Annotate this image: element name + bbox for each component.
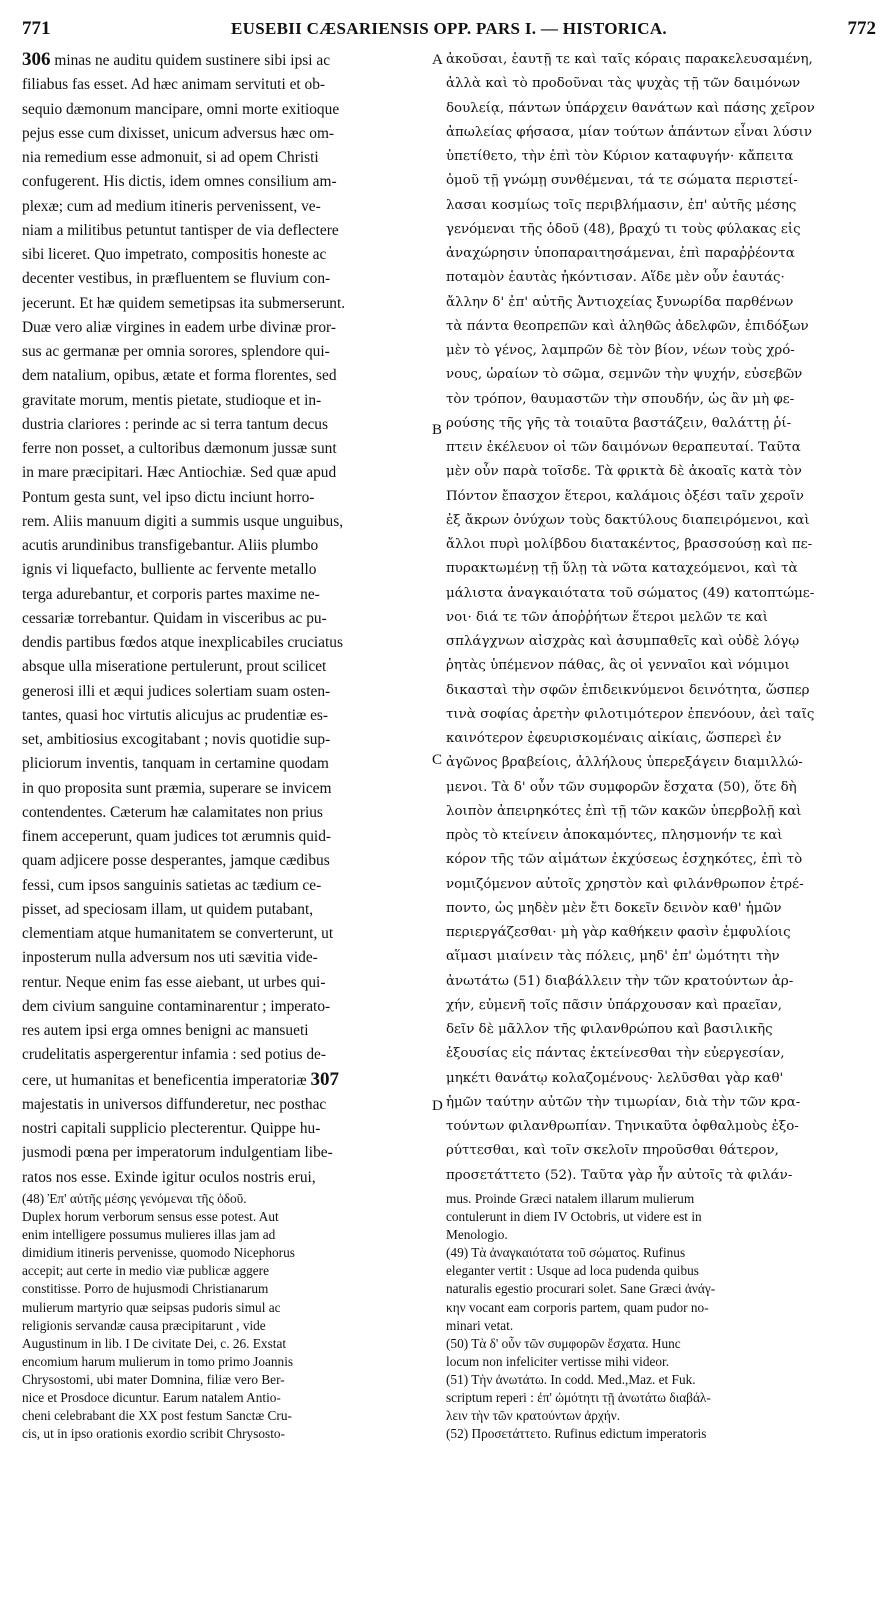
latin-text-line: ignis vi liquefacto, bulliente ac fervente metallo xyxy=(22,561,317,579)
greek-text-line: ἀναχώρησιν ὑποπαραιτησάμεναι, ἐπὶ παραῤῥέοντα xyxy=(446,246,795,261)
latin-text-line: rentur. Neque enim fas esse aiebant, ut urbes qui- xyxy=(22,973,326,991)
latin-text-line: sequio dæmonum mancipare, omni morte exitioque xyxy=(22,100,340,118)
greek-text-line: Πόντον ἔπασχον ἕτεροι, καλάμοις ὀξέσι ταῖν χεροῖν xyxy=(446,488,804,504)
footnote-line: scriptum reperi : ἐπ' ὠμότητι τῇ ἀνωτάτω διαβάλ- xyxy=(446,1390,711,1406)
footnote-line: contulerunt in diem IV Octobris, ut videre est in xyxy=(446,1209,702,1225)
latin-text-line: gravitate morum, mentis pietate, studioque et in- xyxy=(22,391,322,409)
greek-text-line: περιεργάζεσθαι· μὴ γὰρ καθήκειν φασὶν ἐμφυλίοις xyxy=(446,925,791,940)
latin-text-line: sus ac germanæ per omnia sorores, splendore qui- xyxy=(22,343,330,360)
greek-text-line: καινότερον ἐφευρισκομέναις αἰκίαις, ὥσπερεὶ ἐν xyxy=(446,731,782,746)
margin-marker-d: D xyxy=(432,1098,443,1114)
greek-text-line: ὑπετίθετο, τὴν ἐπὶ τὸν Κύριον καταφυγήν· κἄπειτα xyxy=(446,149,794,164)
footnote-line: minari vetat. xyxy=(446,1317,514,1333)
footnote-line: κην vocant eam corporis partem, quam pudor no- xyxy=(446,1299,709,1315)
footnotes-left xyxy=(22,1190,429,1443)
latin-text-line: decenter vestibus, in præfluentem se fluvium con- xyxy=(22,270,331,288)
latin-text-line: quam adjicere posse desperantes, jamque cædibus xyxy=(22,852,330,870)
greek-text-line: μὲν οὖν παρὰ τοῖσδε. Τὰ φρικτὰ δὲ ἀκοαῖς κατὰ τὸν xyxy=(446,464,802,480)
greek-text-line: ποταμὸν ἑαυτὰς ἠκόντισαν. Αἵδε μὲν οὖν ἑαυτάς· xyxy=(446,270,785,286)
greek-text-line: προσετάττετο (52). Ταῦτα γὰρ ἦν αὐτοῖς τὰ φιλάν- xyxy=(446,1167,793,1183)
footnote-line: λειν τὴν τῶν κρατούντων ἀρχήν. xyxy=(446,1408,621,1424)
greek-text-line: ἄλλην δ' ἐπ' αὐτῆς Ἀντιοχείας ξυνωρίδα παρθένων xyxy=(446,294,794,310)
greek-text-line: νοι· διά τε τῶν ἀποῤῥήτων ἕτεροι μελῶν τε καὶ xyxy=(446,609,768,625)
latin-text-line: fessi, cum ipsos sanguinis satietas ac tædium ce- xyxy=(22,876,322,894)
greek-text-line: ἄλλοι πυρὶ μολίβδου διατακέντος, βρασσούσῃ καὶ πε- xyxy=(446,537,813,552)
footnote-line: Duplex horum verborum sensus esse potest. Aut xyxy=(22,1209,279,1225)
left-column-number: 771 xyxy=(22,18,51,39)
greek-text-line: τὸν τρόπον, θαυμαστῶν τὴν σπουδήν, ὡς ἂν μὴ φε- xyxy=(446,391,795,407)
latin-text-line: confugerent. His dictis, idem omnes consilium am- xyxy=(22,173,337,191)
greek-text-line: αἵμασι μιαίνειν τὰς πόλεις, μηδ' ἐπ' ὠμότητι τὴν xyxy=(446,949,780,965)
latin-text-line: Duæ vero aliæ virgines in eadem urbe divinæ pror- xyxy=(22,318,336,336)
footnote-line: (48) Ἐπ' αὐτῆς μέσης γενόμεναι τῆς ὁδοῦ. xyxy=(22,1191,247,1206)
greek-text-line: γενόμεναι τῆς ὁδοῦ (48), βραχύ τι τοὺς φύλακας εἰς xyxy=(446,221,801,237)
greek-text-line: ρύττεσθαι, καὶ τοῖν σκελοῖν πηροῦσθαι θάτερον, xyxy=(446,1143,779,1159)
greek-text-line: μενοι. Τὰ δ' οὖν τῶν συμφορῶν ἔσχατα (50), ὅτε δὴ xyxy=(446,779,797,795)
latin-text-line: jecerunt. Et hæ quidem semetipsas ita submerserunt. xyxy=(22,294,346,312)
latin-text-line: dendis partibus fœdos atque inexplicabiles cruciatus xyxy=(22,634,343,651)
latin-text-line: ferre non posset, a cultoribus dæmonum jussæ sunt xyxy=(22,440,337,457)
latin-text-line: crudelitatis aspergerentur infamia : sed potius de- xyxy=(22,1046,327,1064)
greek-column xyxy=(446,48,876,1188)
latin-text-line: finem acceperunt, quam judices tot ærumnis quid- xyxy=(22,828,332,845)
footnote-line: Chrysostomi, ubi mater Domnina, filiæ vero Ber- xyxy=(22,1371,285,1387)
column-number: 306 xyxy=(22,49,51,70)
greek-text-line: πυρακτωμένῃ τῇ ὕλῃ τὰ νῶτα καταχεόμενοι, καὶ τὰ xyxy=(446,561,798,577)
greek-text-line: κόρον τῆς τῶν αἱμάτων ἐκχύσεως ἐσχηκότες, ἐπὶ τὸ xyxy=(446,852,803,868)
latin-text-line: in mare præcipitari. Hæc Antiochiæ. Sed quæ apud xyxy=(22,464,337,482)
latin-text-line: contendentes. Cæterum hæ calamitates non prius xyxy=(22,803,323,821)
greek-text-line: χήν, εὐμενῆ τοῖς πᾶσιν ὑπάρχουσαν καὶ πραεῖαν, xyxy=(446,997,783,1013)
margin-marker-c: C xyxy=(432,752,443,768)
latin-text-line: absque ulla miseratione pertulerunt, prout scilicet xyxy=(22,658,327,676)
footnote-line: cheni celebrabant die XX post festum Sanctæ Cru- xyxy=(22,1408,292,1424)
latin-text-line: inposterum nulla adversum nos uti sævitia vide- xyxy=(22,949,318,967)
footnote-line: nice et Prosdoce dicuntur. Earum natalem Antio- xyxy=(22,1390,281,1406)
latin-text-line: tantes, quasi hoc virtutis alicujus ac prudentiæ es- xyxy=(22,706,329,724)
greek-text-line: τινὰ σοφίας ἀρετὴν φιλοτιμότερον ἐπενόουν, ἀεὶ ταῖς xyxy=(446,706,815,722)
footnote-line: (51) Τὴν ἀνωτάτω. In codd. Med.,Maz. et Fuk. xyxy=(446,1371,696,1387)
footnote-line: religionis servandæ causa præcipitarunt , vide xyxy=(22,1317,266,1333)
latin-text-line: dustria clariores : perinde ac si terra tantum decus xyxy=(22,415,328,433)
latin-text-line: jusmodi pœna per imperatorum indulgentiam libe- xyxy=(22,1144,333,1162)
footnote-line: enim intelligere possumus mulieres illas jam ad xyxy=(22,1227,276,1243)
latin-text-line: rem. Aliis manuum digiti a summis usque unguibus, xyxy=(22,512,344,530)
margin-marker-b: B xyxy=(432,422,443,438)
greek-text-line: τὰ πάντα θεοπρεπῶν καὶ ἀληθῶς ἀδελφῶν, ἐπιδόξων xyxy=(446,318,809,334)
greek-text-line: ρούσης τῆς γῆς τὰ τοιαῦτα βαστάζειν, θαλάττῃ ῥί- xyxy=(446,415,792,431)
running-header xyxy=(22,18,876,42)
greek-text-line: νομιζόμενον αὐτοῖς χρηστὸν καὶ φιλάνθρωπον ἐτρέ- xyxy=(446,876,804,892)
latin-text-line: cessariæ torrebantur. Quidam in visceribus ac pu- xyxy=(22,609,327,627)
greek-text-line: σπλάγχνων αἰσχρὰς καὶ ἀσυμπαθεῖς καὶ οὐδὲ λόγῳ xyxy=(446,634,800,649)
greek-text-line: ἀκοῦσαι, ἑαυτῇ τε καὶ ταῖς κόραις παρακελευσαμένη, xyxy=(446,52,813,67)
latin-text-line: majestatis in universos diffunderetur, nec posthac xyxy=(22,1095,327,1113)
greek-text-line: ἡμῶν ταύτην αὐτῶν τὴν τιμωρίαν, διὰ τὴν τῶν κρα- xyxy=(446,1094,801,1110)
greek-text-line: δικασταὶ τὴν σφῶν ἐπιδεικνύμενοι δεινότητα, ὥσπερ xyxy=(446,682,810,698)
greek-text-line: λοιπὸν ἀπειρηκότες ἐπὶ τῇ τῶν κακῶν ὑπερβολῇ καὶ xyxy=(446,803,802,819)
greek-text-line: πρὸς τὸ κτείνειν ἀποκαμόντες, πλησμονήν τε καὶ xyxy=(446,828,783,843)
greek-text-line: ῥητὰς ὑπέμενον πάθας, ἃς οἱ γενναῖοι καὶ νόμιμοι xyxy=(446,658,790,674)
right-column-number: 772 xyxy=(847,18,876,39)
greek-text-line: μηκέτι θανάτῳ κολαζομένους· λελῦσθαι γὰρ καθ' xyxy=(446,1070,784,1086)
footnote-line: dimidium itineris pervenisse, quomodo Nicephorus xyxy=(22,1245,295,1261)
latin-text-line: terga adurebantur, et corporis partes maxime ne- xyxy=(22,585,320,603)
greek-text-line: δεῖν δὲ μᾶλλον τῆς φιλανθρώπου καὶ βασιλικῆς xyxy=(446,1022,773,1037)
latin-text-line: in quo proposita sunt præmia, superare se invicem xyxy=(22,779,332,797)
footnote-line: mus. Proinde Græci natalem illarum mulierum xyxy=(446,1191,695,1206)
footnote-line: locum non infeliciter vertisse mihi videor. xyxy=(446,1353,670,1369)
greek-text-line: ἀγῶνος βραβείοις, ἀλλήλους ὑπερεξάγειν διαμιλλώ- xyxy=(446,755,803,771)
column-number: 307 xyxy=(310,1068,339,1090)
greek-text-line: ποντο, ὡς μηδὲν μὲν ἔτι δοκεῖν δεινὸν καθ' ἡμῶν xyxy=(446,900,782,916)
greek-text-line: ἐξουσίας εἰς πάντας ἐκτείνεσθαι τὴν εὐεργεσίαν, xyxy=(446,1046,785,1062)
greek-text-line: δουλείᾳ, πάντων ὑπάρχειν θανάτων καὶ πάσης χεῖρον xyxy=(446,100,815,116)
latin-text-line: pliciorum inventis, tanquam in certamine quodam xyxy=(22,755,329,773)
latin-text-line: cere, ut humanitas et beneficentia imperatoriæ 307 xyxy=(22,1068,339,1090)
latin-text-line: acutis arundinibus transfigebantur. Aliis plumbo xyxy=(22,537,319,554)
greek-text-line: νους, ὡραίων τὸ σῶμα, σεμνῶν τὴν ψυχήν, εὐσεβῶν xyxy=(446,367,803,383)
footnote-line: Augustinum in lib. I De civitate Dei, c. 26. Exstat xyxy=(22,1335,287,1351)
footnote-line: mulierum martyrio quæ seipsas pudoris simul ac xyxy=(22,1299,281,1315)
latin-text-line: dem natalium, opibus, ætate et forma florentes, sed xyxy=(22,367,337,385)
greek-text-line: τούντων φιλανθρωπίαν. Τηνικαῦτα ὀφθαλμοὺς ἐξο- xyxy=(446,1119,799,1134)
latin-text-line: pejus esse cum dixisset, unicum adversus hæc om- xyxy=(22,124,335,142)
greek-text-line: ἀπωλείας φήσασα, μίαν τούτων ἁπάντων εἶναι λύσιν xyxy=(446,124,813,140)
latin-text-line: res autem ipsi erga omnes benigni ac mansueti xyxy=(22,1022,309,1039)
latin-text-line: plexæ; cum ad medium itineris pervenissent, ve- xyxy=(22,197,321,215)
latin-text-line: filiabus fas esset. Ad hæc animam servituti et ob- xyxy=(22,76,326,94)
greek-text-line: ἀλλὰ καὶ τὸ προδοῦναι τὰς ψυχὰς τῇ τῶν δαιμόνων xyxy=(446,76,801,92)
latin-text-line: dem civium sanguine contaminarentur ; imperato- xyxy=(22,997,331,1015)
footnote-line: constitisse. Porro de hujusmodi Christianarum xyxy=(22,1281,269,1297)
greek-text-line: ὁμοῦ τῇ γνώμῃ συνθέμεναι, τά τε σώματα περιστεί- xyxy=(446,173,798,189)
margin-marker-a: A xyxy=(432,52,443,68)
latin-text-line: Pontum gesta sunt, vel ipso dictu inciunt horro- xyxy=(22,488,315,506)
running-title: EUSEBII CÆSARIENSIS OPP. PARS I. — HISTORICA. xyxy=(231,19,667,38)
latin-text-line: ratos nos esse. Exinde igitur oculos nostris erui, xyxy=(22,1168,316,1186)
footnote-line: naturalis egestio procurari solet. Sane Græci ἀνάγ- xyxy=(446,1281,716,1297)
footnote-line: cis, ut in ipso orationis exordio scribit Chrysosto- xyxy=(22,1426,285,1442)
latin-text-line: nostri capitali supplicio plecterentur. Quippe hu- xyxy=(22,1120,321,1137)
footnote-line: accepit; aut certe in medio viæ publicæ aggere xyxy=(22,1263,270,1279)
greek-text-line: λασαι κοσμίως τοῖς περιβλήμασιν, ἐπ' αὐτῆς μέσης xyxy=(446,197,797,213)
footnote-line: (49) Τὰ ἀναγκαιότατα τοῦ σώματος. Rufinus xyxy=(446,1245,686,1261)
greek-text-line: ἐξ ἄκρων ὀνύχων τοὺς δακτύλους διαπειρόμενοι, καὶ xyxy=(446,512,810,528)
latin-text-line: set, ambitiosius excogitabant ; novis quotidie sup- xyxy=(22,731,331,748)
footnotes-right xyxy=(446,1190,876,1443)
footnote-line: (50) Τὰ δ' οὖν τῶν συμφορῶν ἔσχατα. Hunc xyxy=(446,1335,681,1351)
footnote-line: eleganter vertit : Usque ad loca pudenda quibus xyxy=(446,1263,699,1279)
latin-text-line: pisset, ad speciosam illam, ut quidem putabant, xyxy=(22,900,314,918)
latin-text-line: nia remedium esse admonuit, si ad opem Christi xyxy=(22,149,319,166)
latin-text-line: generosi illi et æqui judices solertiam suam osten- xyxy=(22,682,331,700)
greek-text-line: πτειν ἐκέλευον οἱ τῶν δαιμόνων θεραπευταί. Ταῦτα xyxy=(446,440,801,455)
greek-text-line: μὲν τὸ γένος, λαμπρῶν δὲ τὸν βίον, νέων τοὺς χρό- xyxy=(446,343,795,358)
footnote-line: Menologio. xyxy=(446,1227,508,1243)
greek-text-line: ἀνωτάτω (51) διαβάλλειν τὴν τῶν κρατούντων ἀρ- xyxy=(446,973,794,989)
latin-column xyxy=(22,48,427,1190)
latin-text-line: 306 minas ne auditu quidem sustinere sibi ipsi ac xyxy=(22,49,331,70)
latin-text-line: sibi liceret. Quo impetrato, compositis honeste ac xyxy=(22,246,327,263)
latin-text-line: clementiam atque humanitatem se converterunt, ut xyxy=(22,925,334,942)
greek-text-line: μάλιστα ἀναγκαιότατα τοῦ σώματος (49) κατοπτώμε- xyxy=(446,585,815,601)
footnote-line: encomium harum mulierum in tomo primo Joannis xyxy=(22,1353,294,1369)
latin-text-line: niam a militibus petuntut tantisper de via deflectere xyxy=(22,221,339,239)
footnote-line: (52) Προσετάττετο. Rufinus edictum imperatoris xyxy=(446,1426,707,1442)
